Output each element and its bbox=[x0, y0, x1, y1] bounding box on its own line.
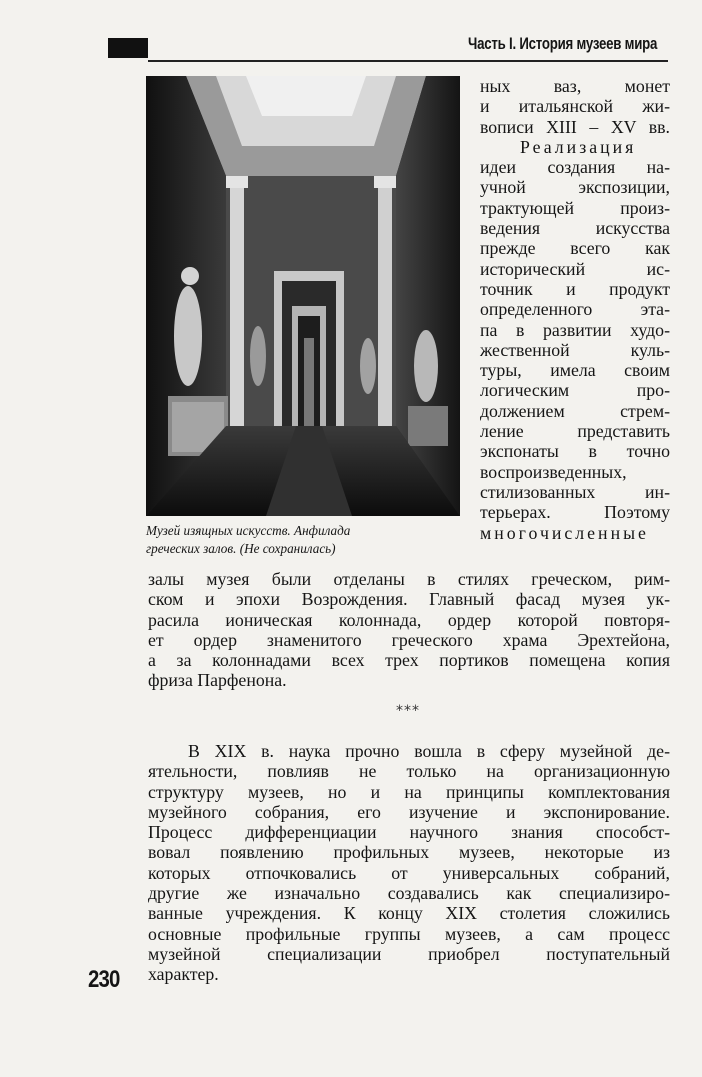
text-line: многочисленные bbox=[480, 522, 649, 543]
section-separator: *** bbox=[396, 703, 420, 719]
text-line: расила ионическая колоннада, ордер которой повторя- bbox=[148, 609, 670, 630]
page-number: 230 bbox=[88, 966, 120, 993]
text-line: должением стрем- bbox=[480, 400, 670, 421]
text-line: структуру музеев, но и на принципы комплектования bbox=[148, 781, 670, 802]
text-line: фриза Парфенона. bbox=[148, 670, 287, 691]
text-line: ление представить bbox=[480, 421, 670, 442]
text-line: а за колоннадами всех трех портиков помещена копия bbox=[148, 650, 670, 671]
text-line: прежде всего как bbox=[480, 238, 670, 259]
header-rule bbox=[148, 60, 668, 62]
text-line: логическим про- bbox=[480, 380, 670, 401]
caption-line: греческих залов. (Не сохранилась) bbox=[146, 541, 336, 556]
text-line: исторический ис- bbox=[480, 258, 670, 279]
text-line: основные профильные группы музеев, а сам процесс bbox=[148, 923, 670, 944]
text-line: другие же изначально создавались как специализиро- bbox=[148, 883, 670, 904]
text-line: Реализация bbox=[520, 136, 637, 157]
figure-caption bbox=[146, 522, 464, 558]
text-line: ванные учреждения. К концу XIX столетия сложились bbox=[148, 903, 670, 924]
text-line: Процесс дифференциации научного знания способст- bbox=[148, 822, 670, 843]
text-line: вовал появлению профильных музеев, некоторые из bbox=[148, 842, 670, 863]
side-column-text bbox=[480, 76, 670, 543]
text-line: характер. bbox=[148, 964, 219, 985]
text-line: ятельности, повлияв не только на организационную bbox=[148, 761, 670, 782]
text-line: В XIX в. наука прочно вошла в сферу музейной де- bbox=[188, 741, 670, 761]
text-line: которых отпочковались от универсальных собраний, bbox=[148, 862, 670, 883]
text-line: экспонаты в точно bbox=[480, 441, 670, 462]
text-line: туры, имела своим bbox=[480, 360, 670, 381]
paragraph-1 bbox=[148, 569, 670, 691]
text-line: ных ваз, монет bbox=[480, 76, 670, 96]
text-line: ском и эпохи Возрождения. Главный фасад музея ук- bbox=[148, 589, 670, 610]
paragraph-2 bbox=[148, 741, 670, 985]
text-line: точник и продукт bbox=[480, 278, 670, 299]
text-line: учной экспозиции, bbox=[480, 177, 670, 198]
header-marker-block bbox=[108, 38, 148, 58]
text-line: жественной куль- bbox=[480, 339, 670, 360]
text-line: музейного собрания, его изучение и экспонирование. bbox=[148, 801, 670, 822]
text-line: воспроизведенных, bbox=[480, 461, 627, 482]
text-line: музейной специализации приобрел поступательный bbox=[148, 943, 670, 964]
text-line: определенного эта- bbox=[480, 299, 670, 320]
text-line: трактующей произ- bbox=[480, 197, 670, 218]
text-line: терьерах. Поэтому bbox=[480, 502, 670, 523]
text-line: и итальянской жи- bbox=[480, 96, 670, 117]
text-line: стилизованных ин- bbox=[480, 481, 670, 502]
text-line: ет ордер знаменитого греческого храма Эрехтейона, bbox=[148, 629, 670, 650]
text-line: залы музея были отделаны в стилях греческом, рим- bbox=[148, 569, 670, 589]
museum-gallery-photo bbox=[146, 76, 460, 516]
caption-line: Музей изящных искусств. Анфилада bbox=[146, 523, 351, 538]
text-line: ведения искусства bbox=[480, 218, 670, 239]
text-line: вописи XIII – XV вв. bbox=[480, 116, 670, 137]
running-head: Часть I. История музеев мира bbox=[468, 34, 658, 53]
text-line: идеи создания на- bbox=[480, 157, 670, 178]
text-line: па в развитии худо- bbox=[480, 319, 670, 340]
